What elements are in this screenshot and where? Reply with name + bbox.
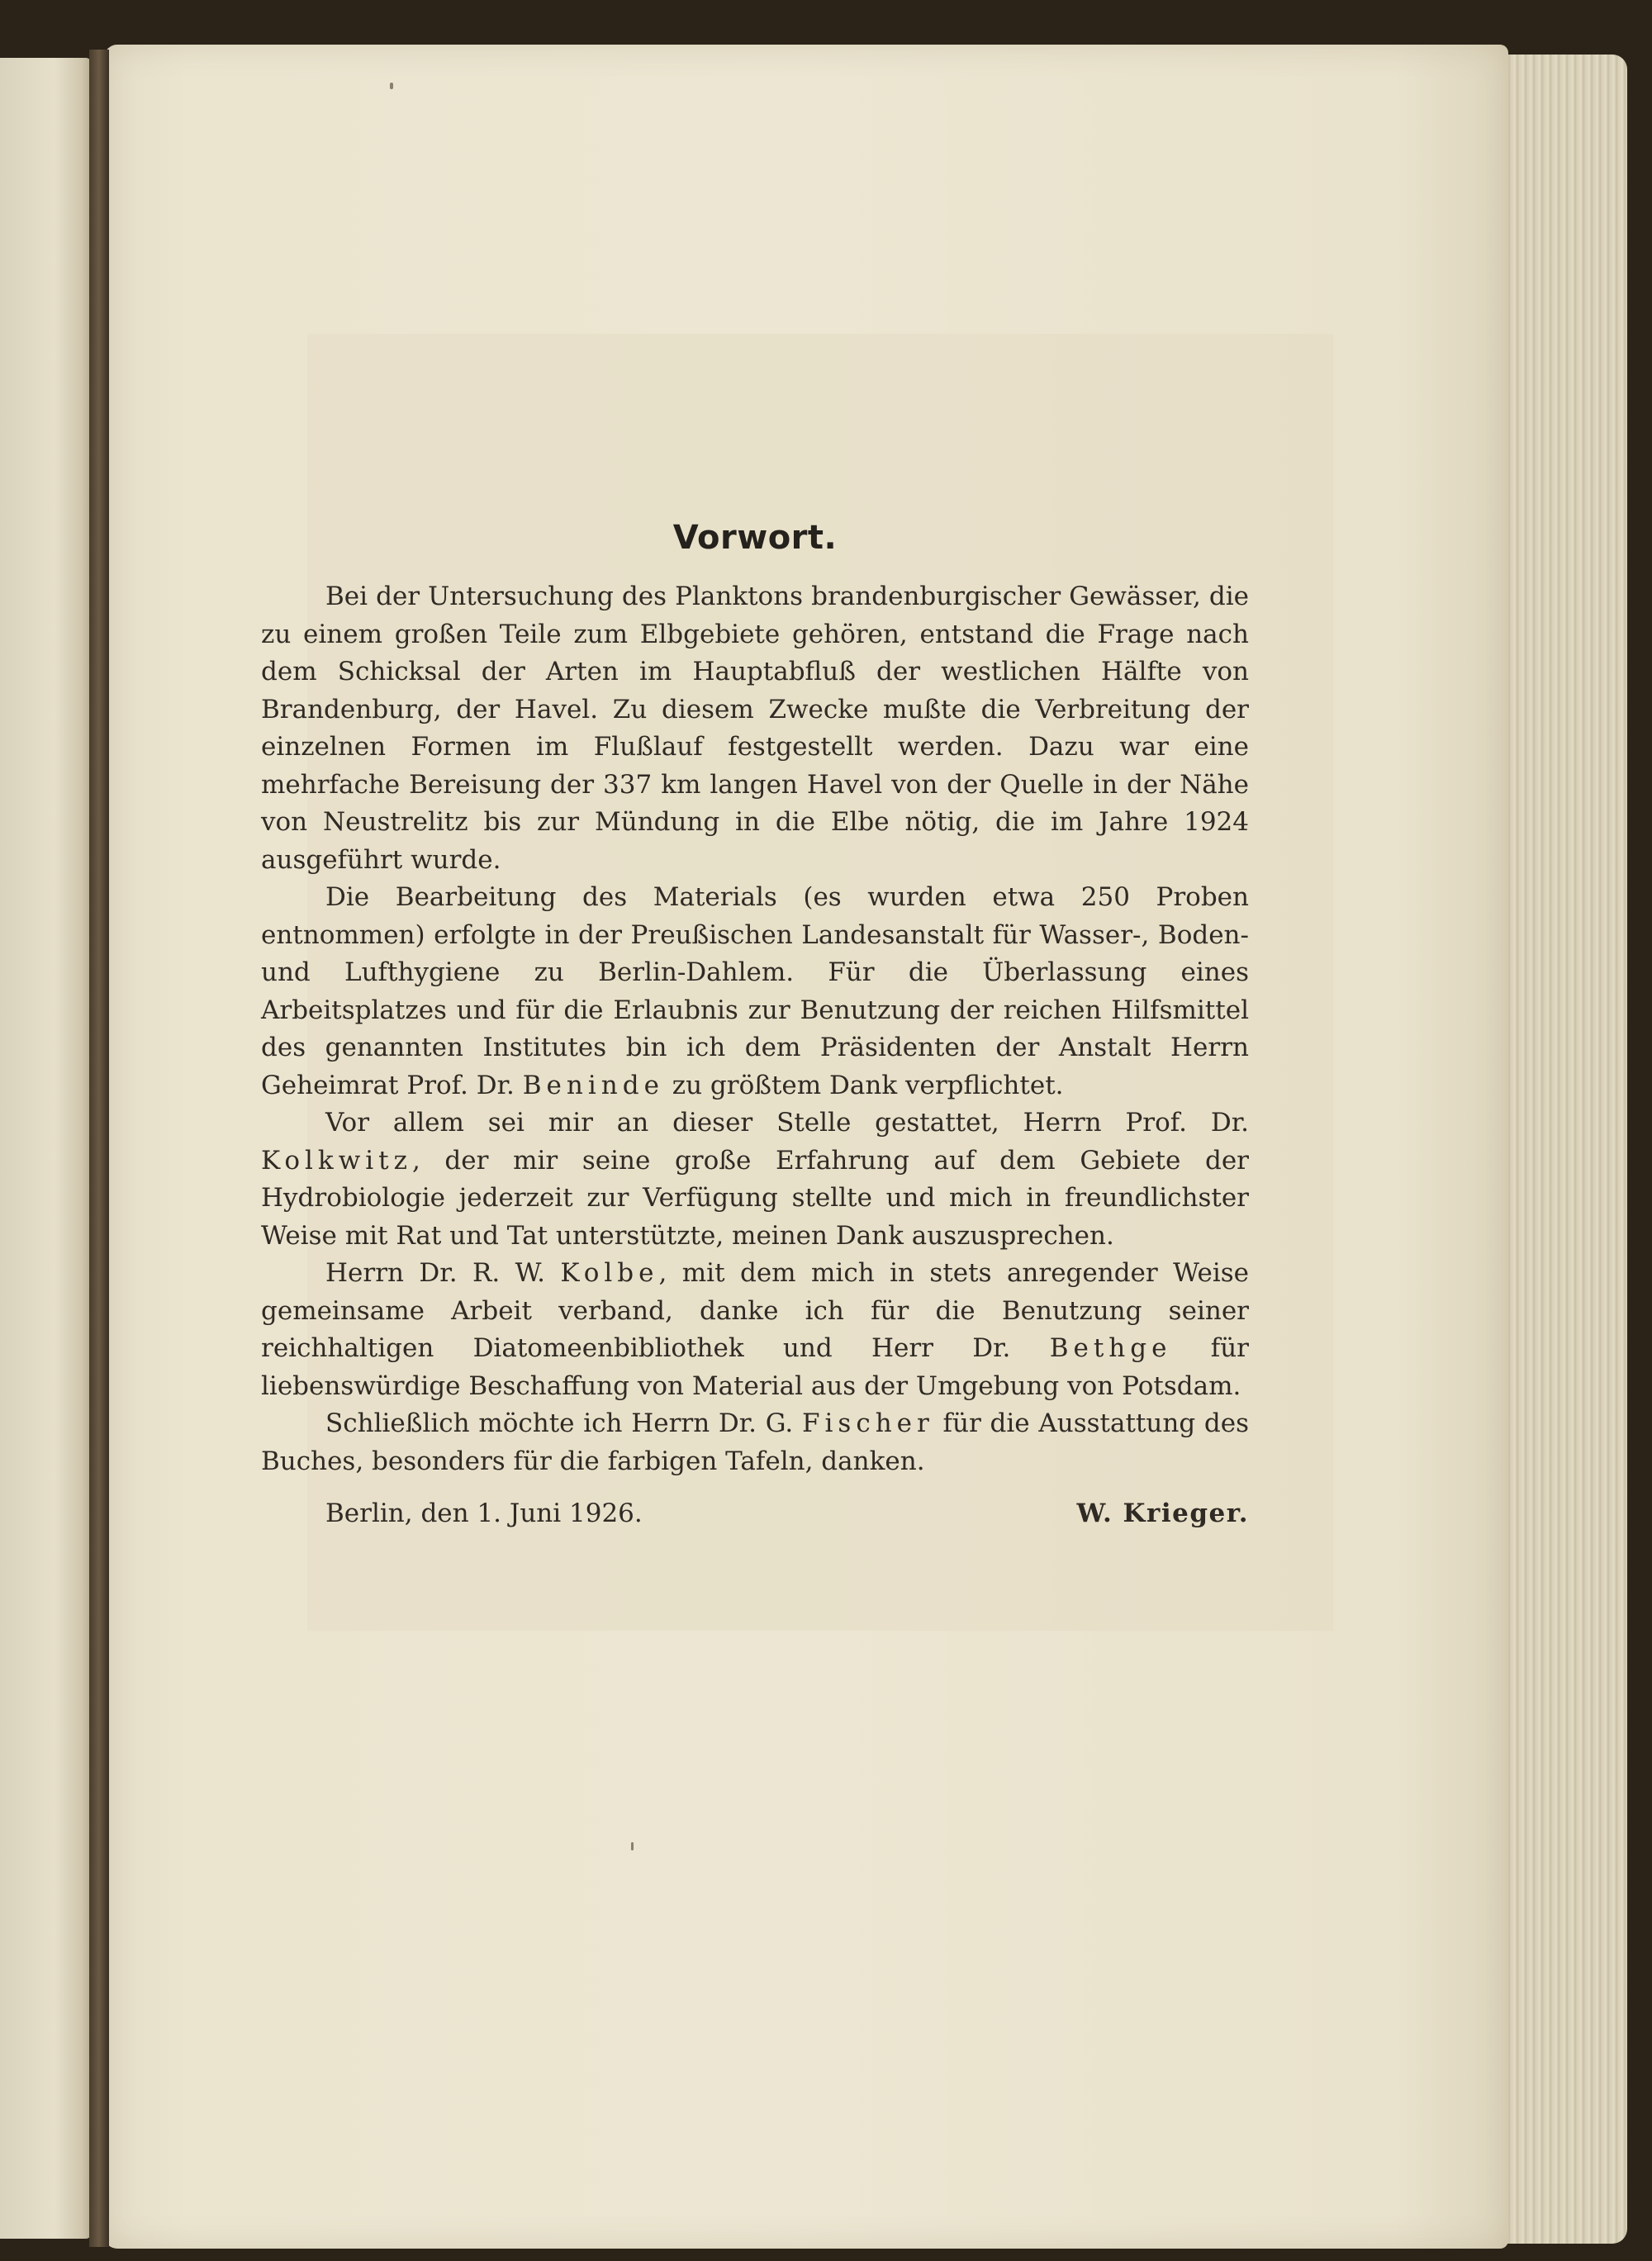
text-segment: Die Bearbeitung des Materials (es wurden etwa 250 Proben entnommen) erfolgte in der Preußischen Landesanstalt für Wasser-, Boden- und Lufthygiene zu Berlin-Dahlem. Für die Überlassung eines Arbeitsplatzes und für die Erlaubnis zur Benutzung der reichen Hilfsmittel des genannten Institutes bin ich dem Präsidenten der Anstalt Herrn Geheimrat Prof. Dr. <box>261 882 1249 1100</box>
person-name: Fischer <box>802 1408 934 1438</box>
text-segment: Herrn Dr. R. W. <box>325 1258 561 1288</box>
text-segment: Schließlich möchte ich Herrn Dr. G. <box>325 1408 802 1438</box>
text-segment: , der mir seine große Erfahrung auf dem Gebiete der Hydrobiologie jederzeit zur Verfügung stellte und mich in freundlichster Weise mit Rat und Tat unterstützte, meinen Dank auszusprechen. <box>261 1145 1249 1251</box>
author-signature: W. Krieger. <box>1076 1499 1249 1528</box>
person-name: Bethge <box>1049 1333 1172 1363</box>
text-segment: für die Ausstattung des Buches, besonders für die farbigen Tafeln, danken. <box>261 1408 1249 1476</box>
paragraph <box>261 1255 1249 1405</box>
book-gutter <box>89 50 109 2247</box>
preface-text <box>261 519 1249 1540</box>
page-title: Vorwort. <box>672 519 838 557</box>
paper-speck <box>631 1842 634 1850</box>
text-segment: Bei der Untersuchung des Planktons brandenburgischer Gewässer, die zu einem großen Teile zum Elbgebiete gehören, entstand die Frage nach dem Schicksal der Arten im Hauptabfluß der westlichen Hälfte von Brandenburg, der Havel. Zu diesem Zwecke mußte die Verbreitung der einzelnen Formen im Flußlauf festgestellt werden. Dazu war eine mehrfache Bereisung der 337 km langen Havel von der Quelle in der Nähe von Neustrelitz bis zur Mündung in die Elbe nötig, die im Jahre 1924 ausgeführt wurde. <box>261 582 1249 875</box>
person-name: Beninde <box>522 1070 664 1100</box>
paper-speck <box>390 83 393 89</box>
place-date: Berlin, den 1. Juni 1926. <box>325 1499 643 1528</box>
person-name: Kolkwitz <box>261 1145 412 1176</box>
paragraph <box>261 879 1249 1104</box>
paragraph <box>261 1405 1249 1480</box>
closing-line <box>261 1499 1249 1540</box>
paragraph <box>261 578 1249 879</box>
previous-page-edge <box>0 58 91 2239</box>
text-segment: für liebenswürdige Beschaffung von Material aus der Umgebung von Potsdam. <box>261 1333 1249 1401</box>
text-segment: Vor allem sei mir an dieser Stelle gestattet, Herrn Prof. Dr. <box>325 1108 1249 1138</box>
text-segment: zu größtem Dank verpflichtet. <box>663 1070 1064 1100</box>
paragraph <box>261 1104 1249 1255</box>
paragraph-list <box>261 578 1249 1480</box>
text-segment: , mit dem mich in stets anregender Weise gemeinsame Arbeit verband, danke ich für die Benutzung seiner reichhaltigen Diatomeenbibliothek und Herr Dr. <box>261 1258 1250 1363</box>
person-name: Kolbe <box>560 1258 659 1288</box>
